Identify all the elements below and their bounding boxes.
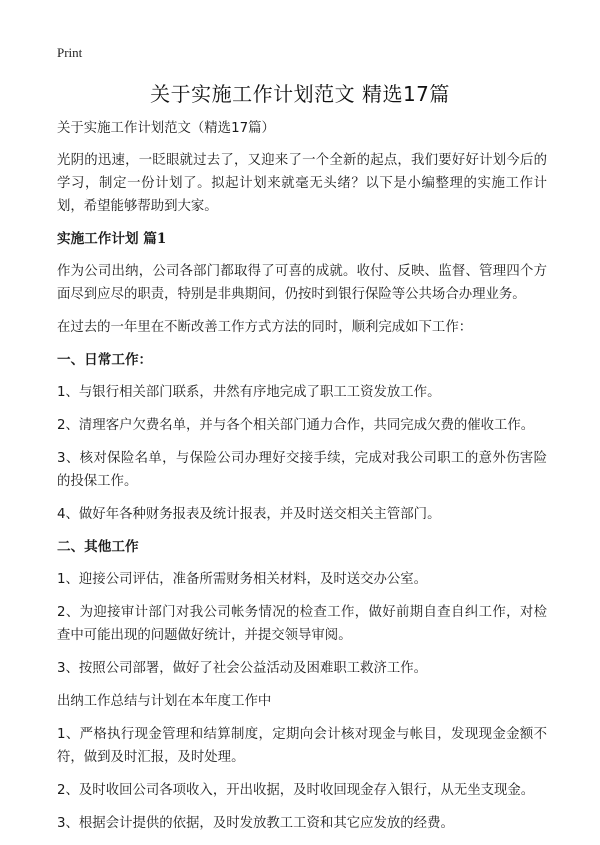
list-item: 2、及时收回公司各项收入，开出收据，及时收回现金存入银行，从无坐支现金。: [57, 783, 535, 798]
list-item: 1、迎接公司评估，准备所需财务相关材料，及时送交办公室。: [57, 572, 428, 587]
print-link[interactable]: Print: [57, 45, 83, 60]
list-item: 3、根据会计提供的依据，及时发放教工工资和其它应发放的经费。: [57, 816, 454, 831]
list-item: 2、为迎接审计部门对我公司帐务情况的检查工作，做好前期自查自纠工作，对检查中可能出现的问题做好统计，并提交领导审阅。: [57, 605, 547, 643]
list-item: 4、做好年各种财务报表及统计报表，并及时送交相关主管部门。: [57, 507, 441, 522]
paragraph: 在过去的一年里在不断改善工作方式方法的同时，顺利完成如下工作：: [57, 320, 473, 335]
intro-paragraph: 光阴的迅速，一眨眼就过去了，又迎来了一个全新的起点，我们要好好计划今后的学习，制定一份计划了。拟起计划来就毫无头绪？以下是小编整理的实施工作计划，希望能够帮助到大家。: [57, 153, 547, 214]
paragraph: 出纳工作总结与计划在本年度工作中: [57, 694, 272, 709]
paragraph: 作为公司出纳，公司各部门都取得了可喜的成就。收付、反映、监督、管理四个方面尽到应尽的职责，特别是非典期间，仍按时到银行保险等公共场合办理业务。: [57, 264, 547, 302]
list-item: 1、严格执行现金管理和结算制度，定期向会计核对现金与帐目，发现现金金额不符，做到及时汇报，及时处理。: [57, 727, 547, 765]
subsection-heading-other: 二、其他工作: [57, 539, 139, 555]
list-item: 1、与银行相关部门联系，井然有序地完成了职工工资发放工作。: [57, 385, 441, 400]
list-item: 3、按照公司部署，做好了社会公益活动及困难职工救济工作。: [57, 661, 428, 676]
document-body: [57, 117, 547, 845]
list-item: 3、核对保险名单，与保险公司办理好交接手续，完成对我公司职工的意外伤害险的投保工作。: [57, 451, 547, 489]
subsection-heading-daily: 一、日常工作：: [57, 352, 153, 368]
list-item: 2、清理客户欠费名单，并与各个相关部门通力合作，共同完成欠费的催收工作。: [57, 418, 535, 433]
section-heading: 实施工作计划 篇1: [57, 231, 167, 247]
document-subtitle: 关于实施工作计划范文（精选17篇）: [57, 121, 275, 136]
document-title: 关于实施工作计划范文 精选17篇: [150, 82, 450, 106]
